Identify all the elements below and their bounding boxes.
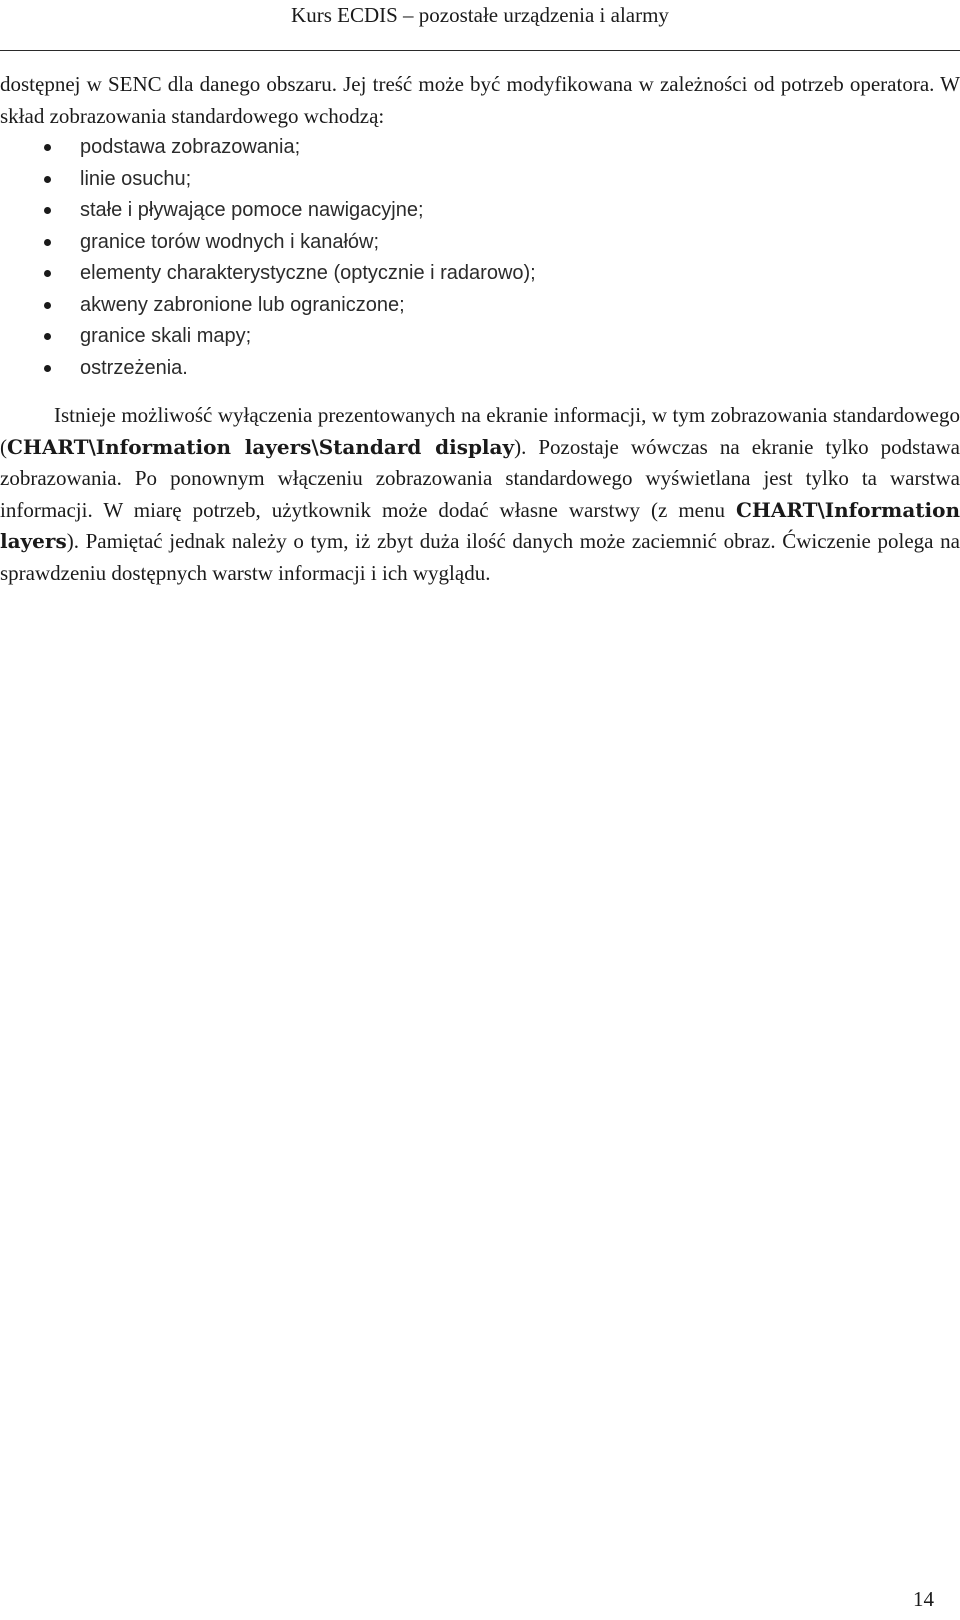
list-item-text: ostrzeżenia. bbox=[80, 356, 188, 379]
paragraph-body bbox=[0, 400, 960, 589]
list-item bbox=[0, 132, 960, 164]
menu-path-information-layers: CHART\Information layers bbox=[0, 497, 960, 553]
paragraph-text-b: ). Pozostaje wówczas na ekranie tylko podstawa zobrazowania. Po ponownym włączeniu zobrazowania standardowego wyświetlana jest tylko ta warstwa informacji. W miarę potrzeb, użytkownik może dodać własne warstwy (z menu bbox=[0, 434, 960, 522]
bullet-icon bbox=[44, 176, 51, 183]
list-item-text: granice torów wodnych i kanałów; bbox=[80, 230, 380, 253]
list-item bbox=[0, 195, 960, 227]
page-content bbox=[0, 69, 960, 589]
list-item-text: elementy charakterystyczne (optycznie i radarowo); bbox=[80, 262, 536, 284]
list-item-text: linie osuchu; bbox=[80, 167, 192, 190]
list-item-text: granice skali mapy; bbox=[80, 325, 252, 347]
bullet-icon bbox=[44, 365, 51, 372]
header-title: Kurs ECDIS – pozostałe urządzenia i alarmy bbox=[291, 3, 669, 27]
list-item bbox=[0, 290, 960, 322]
list-item bbox=[0, 164, 960, 196]
bullet-icon bbox=[44, 239, 51, 246]
list-item-text: podstawa zobrazowania; bbox=[80, 136, 301, 158]
list-item-text: stałe i pływające pomoce nawigacyjne; bbox=[80, 199, 424, 221]
list-item bbox=[0, 227, 960, 259]
bullet-icon bbox=[44, 207, 51, 214]
bullet-icon bbox=[44, 270, 51, 277]
paragraph-text-c: ). Pamiętać jednak należy o tym, iż zbyt duża ilość danych może zaciemnić obraz. Ćwiczenie polega na sprawdzeniu dostępnych warstw informacji i ich wyglądu. bbox=[0, 529, 960, 585]
bullet-list bbox=[0, 132, 960, 384]
list-item-text: akweny zabronione lub ograniczone; bbox=[80, 293, 405, 316]
bullet-icon bbox=[44, 302, 51, 309]
paragraph-text-a: Istnieje możliwość wyłączenia prezentowanych na ekranie informacji, w tym zobrazowania standardowego ( bbox=[0, 403, 960, 459]
page-number: 14 bbox=[913, 1587, 934, 1611]
bullet-icon bbox=[44, 333, 51, 340]
page-header bbox=[0, 0, 960, 51]
list-item bbox=[0, 353, 960, 385]
menu-path-standard-display: CHART\Information layers\Standard display bbox=[7, 434, 515, 459]
list-item bbox=[0, 258, 960, 290]
bullet-icon bbox=[44, 144, 51, 151]
list-item bbox=[0, 321, 960, 353]
paragraph-intro: dostępnej w SENC dla danego obszaru. Jej treść może być modyfikowana w zależności od potrzeb operatora. W skład zobrazowania standardowego wchodzą: bbox=[0, 72, 960, 128]
